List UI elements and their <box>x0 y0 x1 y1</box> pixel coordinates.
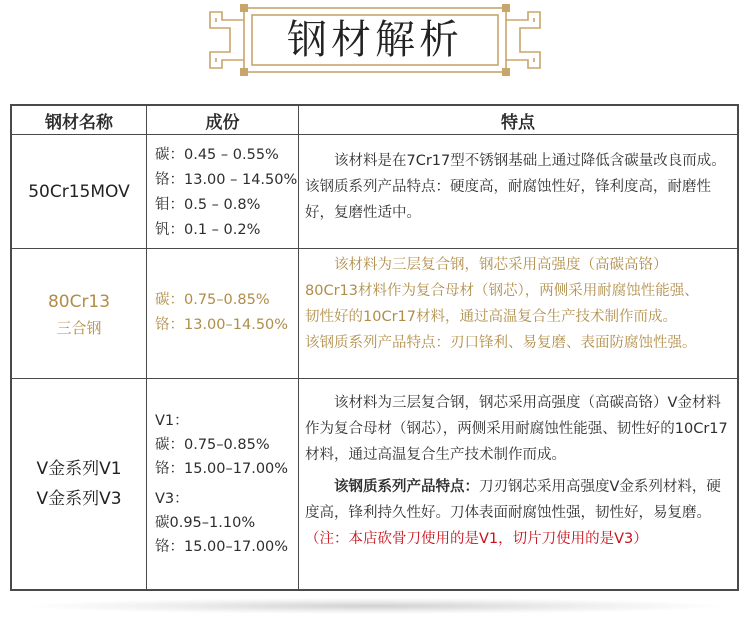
features-cell <box>299 390 737 586</box>
composition-cell <box>147 143 298 243</box>
page-title: 钢材解析 <box>287 17 463 63</box>
features-cell <box>299 252 737 376</box>
features-text: 刀刃钢芯采用高强度V金系列材料，硬度高，锋利持久性好。刀体表面耐腐蚀性强，韧性好，易复磨。 <box>305 479 721 521</box>
features-paragraph <box>305 474 731 552</box>
composition-cell <box>147 288 298 348</box>
composition-cell <box>147 409 298 569</box>
features-line: 80Cr13材料作为复合母材（钢芯），两侧采用耐腐蚀性能强、 <box>305 283 699 299</box>
composition-line: 铬：15.00–17.00% <box>155 461 289 477</box>
steel-name: 80Cr13 <box>47 291 111 312</box>
steel-name: 50Cr15MOV <box>28 181 130 202</box>
features-line: 该材料为三层复合钢，钢芯采用高强度（高碳高铬） <box>334 257 668 273</box>
composition-line: 铬：13.00 – 14.50% <box>155 172 298 188</box>
features-text: 该材料是在7Cr17型不锈钢基础上通过降低含碳量改良而成。该钢质系列产品特点：硬度高，耐腐蚀性好，锋利度高，耐磨性好，复磨性适中。 <box>305 153 726 221</box>
steel-table <box>10 104 739 591</box>
composition-line: 铬：15.00–17.00% <box>155 539 289 555</box>
steel-name-sub: 三合钢 <box>56 318 102 337</box>
header-steel-name: 钢材名称 <box>45 112 113 133</box>
features-label: 该钢质系列产品特点： <box>334 479 479 495</box>
composition-line: 碳：0.75–0.85% <box>155 292 270 308</box>
features-text: 该材料为三层复合钢，钢芯采用高强度（高碳高铬）V金材料作为复合母材（钢芯），两侧采用耐腐蚀性能强、韧性好的10Cr17材料，通过高温复合生产技术制作而成。 <box>305 395 728 463</box>
composition-line: 碳：0.45 – 0.55% <box>155 147 279 163</box>
table-border-bottom <box>10 589 739 591</box>
composition-line: 钒：0.1 – 0.2% <box>155 222 261 238</box>
steel-name-cell <box>12 249 146 378</box>
steel-name-cell <box>12 379 146 589</box>
composition-line: 碳：0.75–0.85% <box>155 437 270 453</box>
table-shadow <box>30 598 720 614</box>
header-composition: 成份 <box>205 112 240 133</box>
composition-line: 铬：13.00–14.50% <box>155 317 289 333</box>
steel-name: V金系列V3 <box>36 489 122 509</box>
title-banner <box>0 0 750 90</box>
table-border-right <box>737 104 739 591</box>
features-cell <box>299 148 737 246</box>
composition-line: 钼：0.5 – 0.8% <box>155 197 261 213</box>
composition-group-label: V1： <box>155 413 189 429</box>
features-line: 韧性好的10Cr17材料，通过高温复合生产技术制作而成。 <box>305 309 677 325</box>
steel-name-cell <box>12 135 146 248</box>
composition-line: 碳0.95–1.10% <box>155 515 256 531</box>
composition-group-label: V3： <box>155 491 189 507</box>
features-line: 该钢质系列产品特点：刃口锋利、易复磨、表面防腐蚀性强。 <box>305 335 697 351</box>
steel-name: V金系列V1 <box>36 459 122 479</box>
features-note: （注：本店砍骨刀使用的是V1，切片刀使用的是V3） <box>305 531 648 547</box>
header-features: 特点 <box>501 112 535 133</box>
